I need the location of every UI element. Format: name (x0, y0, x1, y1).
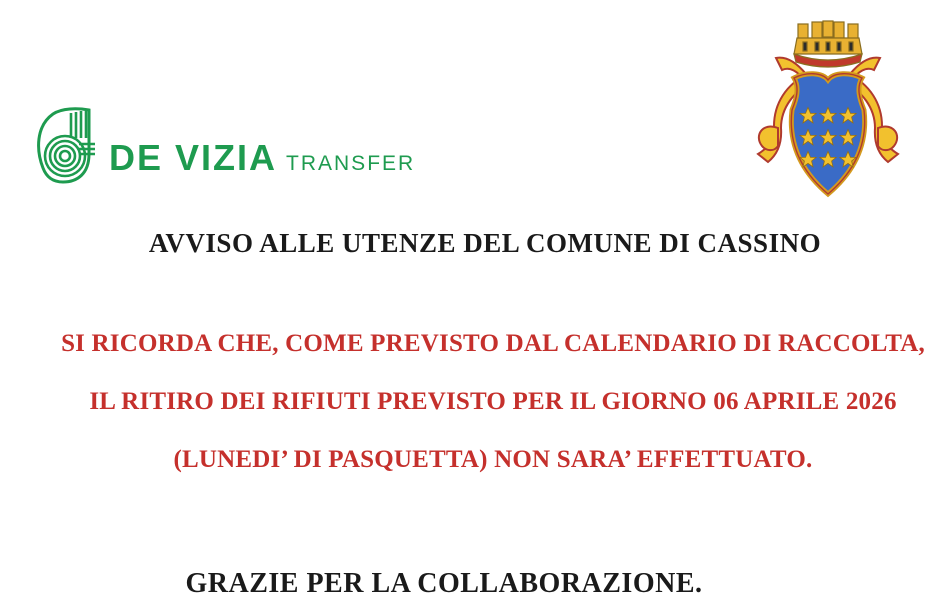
notice-body-line-1: SI RICORDA CHE, COME PREVISTO DAL CALENDARIO DI RACCOLTA, (61, 330, 925, 357)
logo-brand-text: DE VIZIA (109, 137, 278, 178)
notice-body (0, 315, 944, 489)
notice-closing: GRAZIE PER LA COLLABORAZIONE. (185, 568, 703, 599)
de-vizia-logo (35, 106, 415, 182)
notice-title: AVVISO ALLE UTENZE DEL COMUNE DI CASSINO (148, 228, 822, 258)
notice-body-line-3: (LUNEDI’ DI PASQUETTA) NON SARA’ EFFETTUATO. (173, 446, 813, 473)
de-vizia-wordmark (109, 137, 415, 182)
de-vizia-leaf-icon (35, 106, 97, 182)
cassino-coat-of-arms (748, 12, 908, 202)
logo-suffix-text: TRANSFER (286, 152, 416, 175)
notice-body-line-2: IL RITIRO DEI RIFIUTI PREVISTO PER IL GIORNO 06 APRILE 2026 (89, 388, 897, 415)
